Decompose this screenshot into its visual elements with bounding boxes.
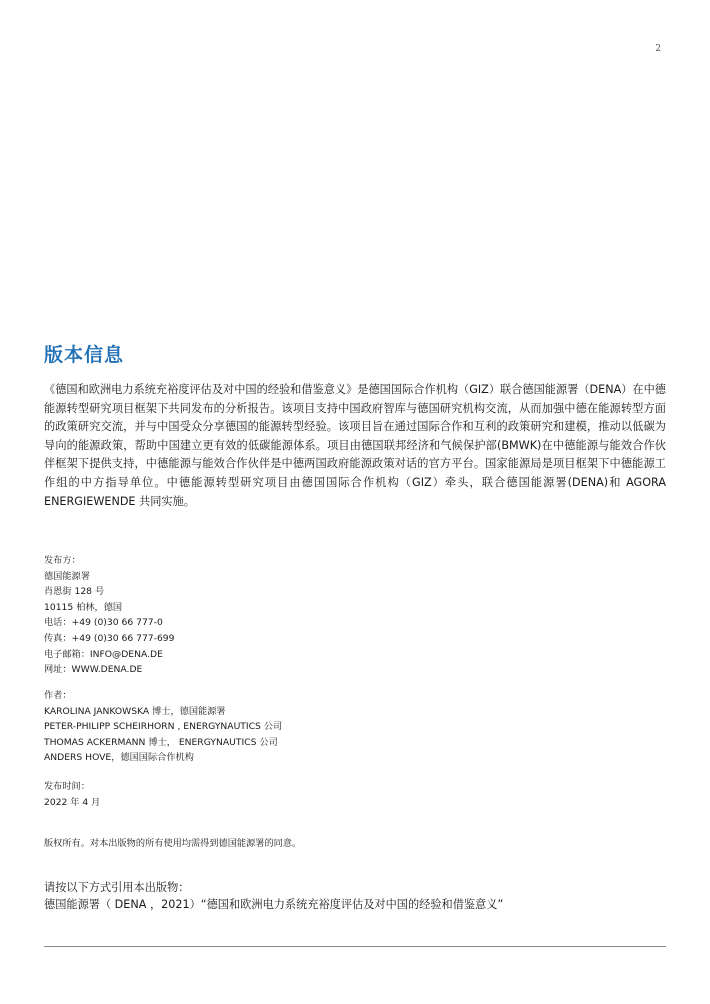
author-item: KAROLINA JANKOWSKA 博士，德国能源署: [44, 705, 226, 717]
page-number: 2: [655, 44, 661, 54]
publisher-website: 网址：WWW.DENA.DE: [44, 664, 143, 676]
section-title: 版本信息: [44, 344, 125, 366]
intro-paragraph: 《德国和欧洲电力系统充裕度评估及对中国的经验和借鉴意义》是德国国际合作机构（GIZ）联合德国能源署（DENA）在中德能源转型研究项目框架下共同发布的分析报告。该项目支持中国政府智库与德国研究机构交流，从而加强中德在能源转型方面的政策研究交流，并与中国受众分享德国的能源转型经验。该项目旨在通过国际合作和互利的政策研究和建模，推动以低碳为导向的能源政策，帮助中国建立更有效的低碳能源体系。项目由德国联邦经济和气候保护部(BMWK)在中德能源与能效合作伙伴框架下提供支持，中德能源与能效合作伙伴是中德两国政府能源政策对话的官方平台。国家能源局是项目框架下中德能源工作组的中方指导单位。中德能源转型研究项目由德国国际合作机构（GIZ）牵头，联合德国能源署(DENA)和 AGORA ENERGIEWENDE 共同实施。: [44, 383, 666, 508]
footer-divider: [44, 946, 666, 947]
copyright-notice: 版权所有。对本出版物的所有使用均需得到德国能源署的同意。: [44, 838, 302, 849]
publisher-fax: 传真：+49 (0)30 66 777-699: [44, 632, 175, 644]
date-block: [44, 779, 664, 810]
publisher-phone: 电话：+49 (0)30 66 777-0: [44, 617, 163, 629]
citation-text: 德国能源署（ DENA ，2021）“德国和欧洲电力系统充裕度评估及对中国的经验和借鉴意义”: [44, 898, 504, 911]
author-item: THOMAS ACKERMANN 博士， ENERGYNAUTICS 公司: [44, 736, 278, 748]
authors-block: [44, 688, 664, 766]
citation-heading: 请按以下方式引用本出版物：: [44, 881, 190, 894]
citation-block: [44, 879, 503, 913]
publisher-city: 10115 柏林，德国: [44, 601, 123, 613]
publisher-block: [44, 553, 664, 678]
publisher-street: 肖恩街 128 号: [44, 586, 105, 598]
publisher-name: 德国能源署: [44, 570, 90, 582]
date-heading: 发布时间：: [44, 781, 90, 792]
author-item: PETER-PHILIPP SCHEIRHORN , ENERGYNAUTICS 公司: [44, 721, 283, 733]
author-item: ANDERS HOVE，德国国际合作机构: [44, 752, 194, 764]
authors-heading: 作者：: [44, 690, 72, 701]
publisher-heading: 发布方：: [44, 555, 81, 566]
publisher-email: 电子邮箱：INFO@DENA.DE: [44, 648, 163, 660]
date-value: 2022 年 4 月: [44, 796, 101, 808]
